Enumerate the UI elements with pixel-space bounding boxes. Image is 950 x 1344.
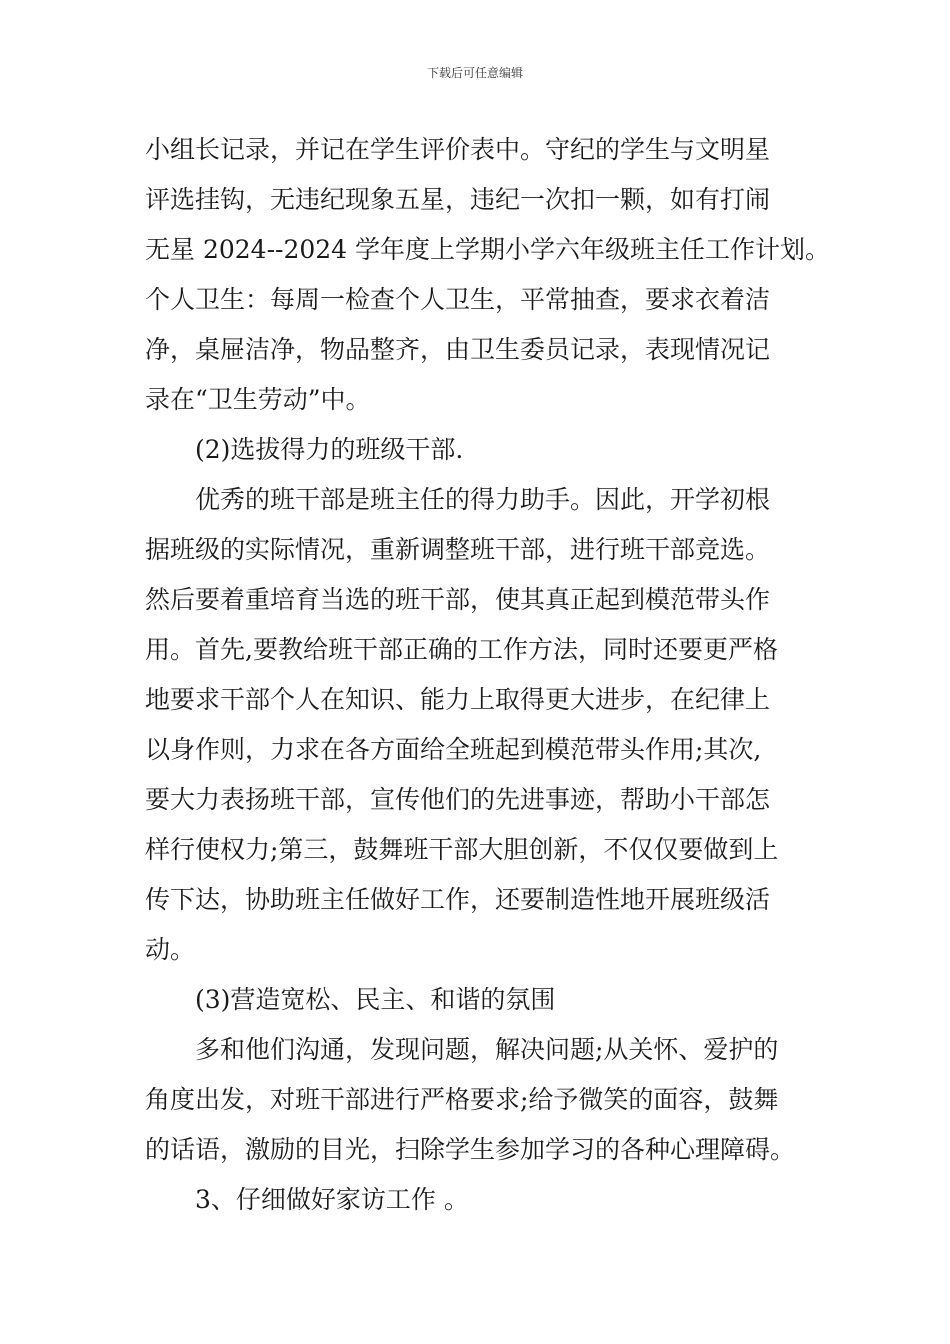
- page-header: 下载后可任意编辑: [426, 66, 523, 80]
- text-line: 多和他们沟通，发现问题，解决问题;从关怀、爱护的: [195, 1035, 779, 1064]
- text-line: 据班级的实际情况，重新调整班干部，进行班干部竞选。: [145, 535, 771, 564]
- section-heading: 3、仔细做好家访工作 。: [195, 1185, 469, 1214]
- section-heading: (3)营造宽松、民主、和谐的氛围: [195, 985, 556, 1014]
- text-line: 录在“卫生劳动”中。: [145, 385, 371, 414]
- text-line: 传下达，协助班主任做好工作，还要制造性地开展班级活: [145, 885, 771, 914]
- text-line: 要大力表扬班干部，宣传他们的先进事迹，帮助小干部怎: [145, 785, 771, 814]
- document-body: [145, 125, 831, 1225]
- text-line: 以身作则，力求在各方面给全班起到模范带头作用;其次,: [145, 735, 762, 764]
- text-line: 小组长记录，并记在学生评价表中。守纪的学生与文明星: [145, 135, 771, 164]
- section-heading: (2)选拔得力的班级干部.: [195, 435, 464, 464]
- text-line: 角度出发，对班干部进行严格要求;给予微笑的面容，鼓舞: [145, 1085, 779, 1114]
- text-line: 评选挂钩，无违纪现象五星，违纪一次扣一颗，如有打闹: [145, 185, 771, 214]
- text-line: 无星 2024--2024 学年度上学期小学六年级班主任工作计划。: [145, 235, 831, 264]
- text-line: 净，桌屉洁净，物品整齐，由卫生委员记录，表现情况记: [145, 335, 771, 364]
- text-line: 的话语，激励的目光，扫除学生参加学习的各种心理障碍。: [145, 1135, 796, 1164]
- text-line: 优秀的班干部是班主任的得力助手。因此，开学初根: [195, 485, 771, 514]
- text-line: 动。: [145, 935, 196, 964]
- text-line: 地要求干部个人在知识、能力上取得更大进步，在纪律上: [145, 685, 771, 714]
- text-line: 然后要着重培育当选的班干部，使其真正起到模范带头作: [145, 585, 771, 614]
- text-line: 样行使权力;第三，鼓舞班干部大胆创新，不仅仅要做到上: [145, 835, 779, 864]
- text-line: 个人卫生：每周一检查个人卫生，平常抽查，要求衣着洁: [145, 285, 771, 314]
- text-line: 用。首先,要教给班干部正确的工作方法，同时还要更严格: [145, 635, 778, 664]
